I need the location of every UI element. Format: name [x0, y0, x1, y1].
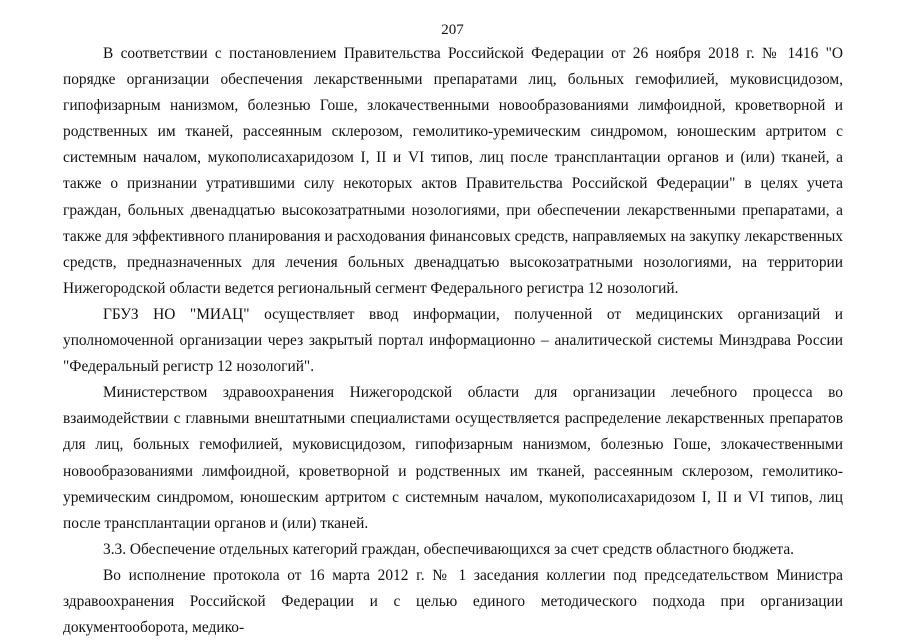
page-number: 207 [441, 22, 464, 38]
paragraph-registry-basis: В соответствии с постановлением Правительства Российской Федерации от 26 ноября 2018 г. № 1416 "О порядке организации обеспечения лекарственными препаратами лиц, больных гемофилией, муковисцидозом, гипофизарным нанизмом, болезнью Гоше, злокачественными новообразованиями лимфоидной, кроветворной и родственных им тканей, рассеянным склерозом, гемолитико-уремическим синдромом, юношеским артритом с системным началом, мукополисахаридозом I, II и VI типов, лиц после трансплантации органов и (или) тканей, а также о признании утратившими силу некоторых актов Правительства Российской Федерации" в целях учета граждан, больных двенадцатью высокозатратными нозологиями, при обеспечении лекарственными препаратами, а также для эффективного планирования и расходования финансовых средств, направляемых на закупку лекарственных средств, предназначенных для лечения больных двенадцатью высокозатратными нозологиями, на территории Нижегородской области ведется региональный сегмент Федерального регистра 12 нозологий. [63, 45, 843, 297]
paragraph-miac-input: ГБУЗ НО "МИАЦ" осуществляет ввод информации, полученной от медицинских организаций и уполномоченной организации через закрытый портал информационно – аналитической системы Минздрава России "Федеральный регистр 12 нозологий". [63, 305, 843, 376]
document-body [63, 41, 843, 641]
section-heading-3-3: 3.3. Обеспечение отдельных категорий граждан, обеспечивающихся за счет средств областного бюджета. [103, 540, 795, 558]
paragraph-drug-distribution: Министерством здравоохранения Нижегородской области для организации лечебного процесса во взаимодействии с главными внештатными специалистами осуществляется распределение лекарственных препаратов для лиц, больных гемофилией, муковисцидозом, гипофизарным нанизмом, болезнью Гоше, злокачественными новообразованиями лимфоидной, кроветворной и родственных им тканей, рассеянным склерозом, гемолитико-уремическим синдромом, юношеским артритом с системным началом, мукополисахаридозом I, II и VI типов, лиц после трансплантации органов и (или) тканей. [63, 384, 843, 532]
paragraph-protocol: Во исполнение протокола от 16 марта 2012 г. № 1 заседания коллегии под председательством Министра здравоохранения Российской Федерации и с целью единого методического подхода при организации документооборота, медико- [63, 566, 843, 637]
